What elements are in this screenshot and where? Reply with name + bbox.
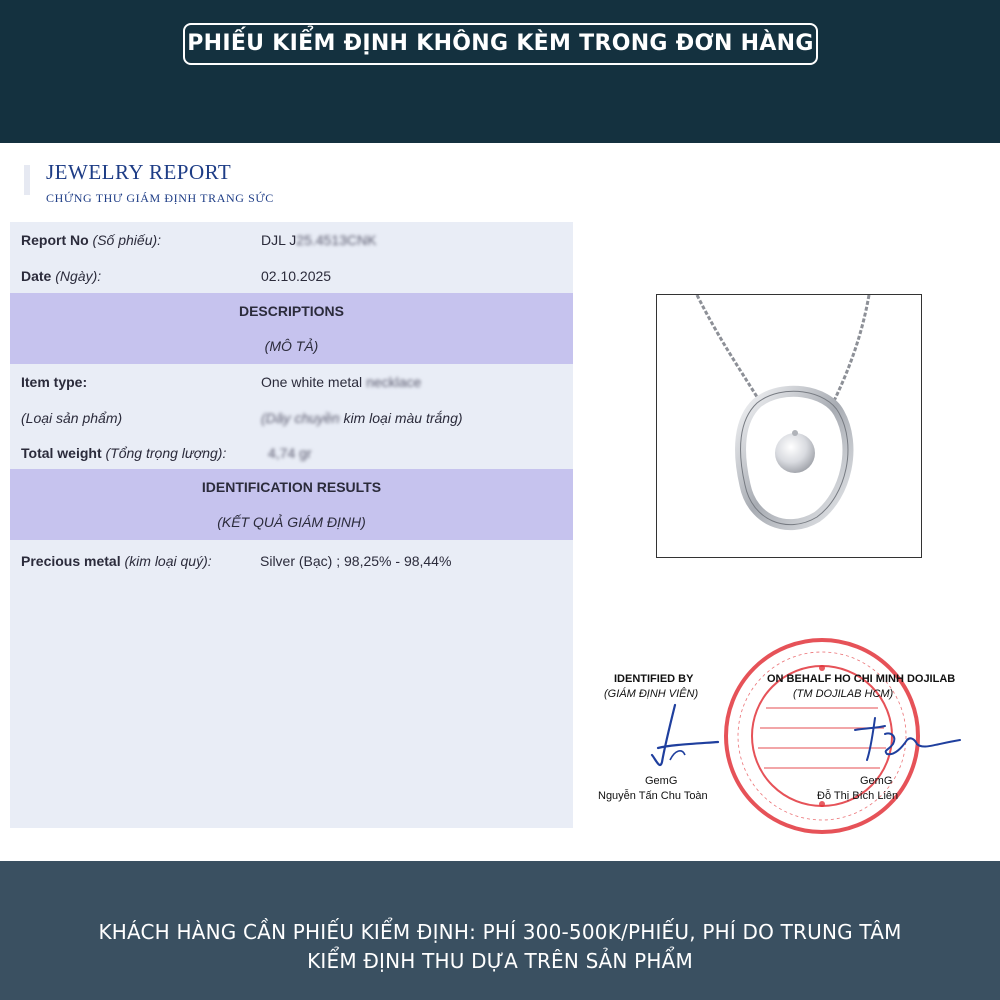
report-no-value: DJL J25.4513CNK [261,232,377,248]
report-no-row [10,222,573,258]
precious-metal-value: Silver (Bạc) ; 98,25% - 98,44% [260,553,452,569]
on-behalf-org: GemG [860,775,893,787]
precious-metal-row [10,543,573,579]
identification-heading-vi: (KẾT QUẢ GIÁM ĐỊNH) [217,514,366,530]
on-behalf-title: ON BEHALF HO CHI MINH DOJILAB [767,673,956,685]
item-type-value-vi: (Dây chuyền kim loại màu trắng) [261,410,463,426]
identification-heading-row [10,469,573,505]
identification-heading-vi-row [10,504,573,540]
no-certificate-notice: PHIẾU KIỂM ĐỊNH KHÔNG KÈM TRONG ĐƠN HÀNG [183,23,818,65]
total-weight-label: Total weight (Tổng trọng lượng): [21,445,227,461]
signature-right-icon [845,710,970,775]
descriptions-heading-vi: (MÔ TẢ) [264,338,319,354]
date-row [10,258,573,294]
total-weight-row [10,435,573,471]
item-type-label: Item type: [21,374,88,390]
item-type-vi-row [10,400,573,436]
identified-by-title: IDENTIFIED BY [614,673,694,685]
descriptions-heading-vi-row [10,328,573,364]
identified-by-org: GemG [645,775,678,787]
header-decoration [24,165,30,195]
descriptions-heading: DESCRIPTIONS [238,303,344,319]
item-type-row [10,364,573,400]
date-label: Date (Ngày): [21,268,102,284]
date-value: 02.10.2025 [261,268,332,284]
fee-notice-line1: KHÁCH HÀNG CẦN PHIẾU KIỂM ĐỊNH: PHÍ 300-500K/PHIẾU, PHÍ DO TRUNG TÂM [98,920,902,944]
top-banner [0,0,1000,143]
identified-by-title-vi: (GIÁM ĐỊNH VIÊN) [604,688,699,700]
on-behalf-name: Đỗ Thị Bích Liên [817,790,899,802]
identification-heading: IDENTIFICATION RESULTS [201,479,382,495]
fee-notice-line2: KIỂM ĐỊNH THU DỰA TRÊN SẢN PHẨM [307,949,693,973]
product-photo [656,294,922,558]
pearl-pendant-necklace-icon [657,295,922,558]
precious-metal-label: Precious metal (kim loại quý): [21,553,212,569]
descriptions-heading-row [10,293,573,329]
total-weight-value: 4,74 gr [268,445,312,461]
identified-by-name: Nguyễn Tấn Chu Toàn [598,790,708,802]
on-behalf-title-vi: (TM DOJILAB HCM) [793,688,894,700]
item-type-label-vi: (Loại sản phẩm) [21,410,123,426]
item-type-value: One white metal necklace [261,374,422,390]
signature-left-icon [630,700,725,775]
report-subtitle: CHỨNG THƯ GIÁM ĐỊNH TRANG SỨC [46,191,274,205]
report-no-label: Report No (Số phiếu): [21,232,162,248]
bottom-banner [0,861,1000,1000]
report-title: JEWELRY REPORT [46,160,232,184]
